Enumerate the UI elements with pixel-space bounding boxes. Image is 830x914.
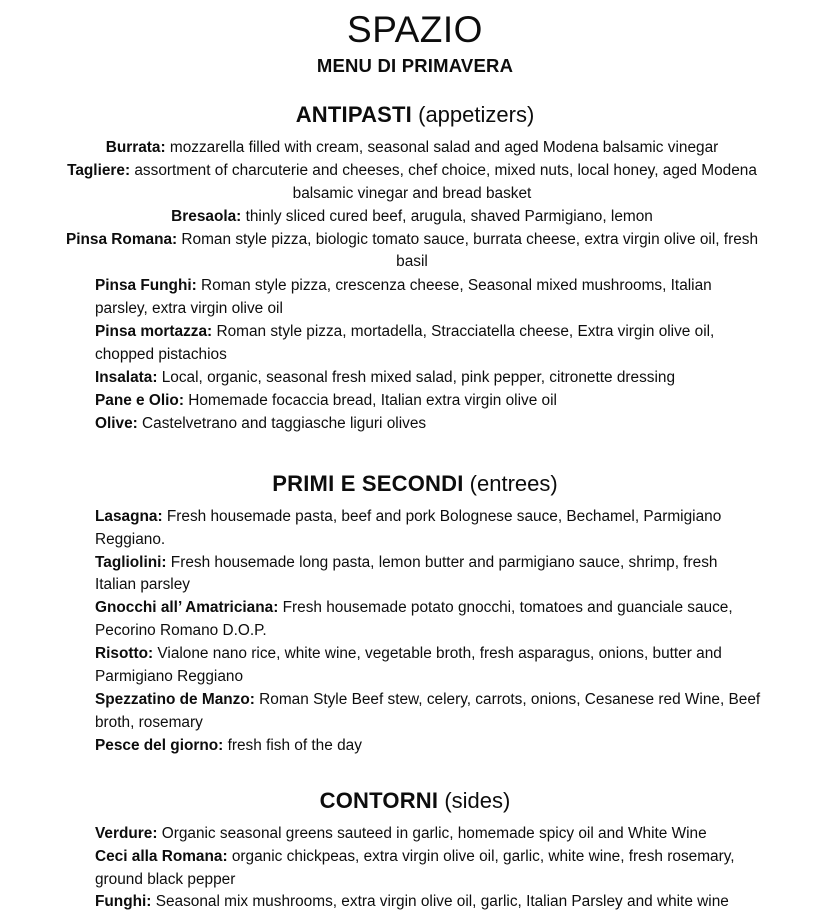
menu-item-name: Olive: [95,414,138,432]
menu-item [95,823,762,846]
section-heading-contorni-main: CONTORNI [319,788,439,814]
menu-item-description: Roman Style Beef stew, celery, carrots, onions, Cesanese red Wine, Beef broth, rosemary [95,690,761,731]
menu-item-description: Roman style pizza, crescenza cheese, Seasonal mixed mushrooms, Italian parsley, extra virgin olive oil [95,277,712,318]
menu-item-name: Spezzatino de Manzo: [95,690,255,708]
menu-item-description: Castelvetrano and taggiasche liguri olives [137,414,427,432]
menu-item [95,367,762,390]
menu-item-description: Seasonal mix mushrooms, extra virgin olive oil, garlic, Italian Parsley and white wine [151,893,729,911]
menu-item-description: Fresh housemade long pasta, lemon butter and parmigiano sauce, shrimp, fresh Italian parsley [95,553,718,594]
section-heading-contorni [0,788,830,814]
menu-item-description: thinly sliced cured beef, arugula, shaved Parmigiano, lemon [241,207,653,225]
section-heading-antipasti-sub: (appetizers) [418,101,535,127]
menu-item [60,206,764,229]
menu-item [95,643,762,689]
menu-item-description: Fresh housemade potato gnocchi, tomatoes and guanciale sauce, Pecorino Romano D.O.P. [95,599,733,640]
menu-item-description: organic chickpeas, extra virgin olive oil, garlic, white wine, fresh rosemary, ground black pepper [95,847,735,888]
section-heading-primi-e-secondi-main: PRIMI E SECONDI [272,471,464,497]
menu-item-name: Burrata: [105,139,166,157]
menu-item [95,689,762,735]
menu-item-description: fresh fish of the day [223,736,362,754]
menu-item [95,846,762,892]
menu-item-description: assortment of charcuterie and cheeses, chef choice, mixed nuts, local honey, aged Modena balsamic vinegar and bread basket [130,161,757,202]
menu-item-name: Insalata: [95,368,158,386]
menu-item-description: Fresh housemade pasta, beef and pork Bolognese sauce, Bechamel, Parmigiano Reggiano. [95,507,722,548]
menu-item-description: Vialone nano rice, white wine, vegetable broth, fresh asparagus, onions, butter and Parmigiano Reggiano [95,645,722,685]
section-heading-primi-e-secondi [0,471,830,497]
menu-item-name: Tagliolini: [95,553,167,571]
menu-item-description: Roman style pizza, mortadella, Stracciatella cheese, Extra virgin olive oil, chopped pistachios [95,323,715,363]
menu-item [60,229,764,275]
menu-item-name: Pane e Olio: [95,391,184,409]
menu-item [95,552,762,598]
menu-item-name: Funghi: [95,893,152,911]
menu-item-name: Bresaola: [171,207,242,225]
menu-item-name: Verdure: [95,824,158,842]
menu-item-description: Organic seasonal greens sauteed in garlic, homemade spicy oil and White Wine [157,824,707,842]
menu-item [95,735,762,758]
menu-item-name: Lasagna: [95,507,163,525]
menu-item [95,275,762,321]
menu-item-description: Roman style pizza, biologic tomato sauce, burrata cheese, extra virgin olive oil, fresh basil [177,230,759,271]
menu-item [95,390,762,413]
menu-item [95,891,762,914]
antipasti-item-list [0,275,830,435]
menu-item [95,321,762,367]
menu-page [0,9,830,911]
menu-item-name: Pesce del giorno: [95,736,224,754]
menu-item-name: Gnocchi all’ Amatriciana: [95,599,279,617]
menu-item [60,137,764,160]
contorni-item-list [0,823,830,914]
menu-item-description: mozzarella filled with cream, seasonal salad and aged Modena balsamic vinegar [165,139,719,157]
section-heading-antipasti-main: ANTIPASTI [295,101,412,127]
restaurant-title: SPAZIO [347,9,483,50]
menu-item-description: Local, organic, seasonal fresh mixed salad, pink pepper, citronette dressing [157,368,676,386]
menu-item-name: Ceci alla Romana: [95,847,228,865]
section-heading-primi-e-secondi-sub: (entrees) [469,471,558,497]
menu-item [60,160,764,206]
section-heading-contorni-sub: (sides) [444,788,511,814]
menu-item-name: Pinsa Funghi: [95,277,197,295]
menu-item-description: Homemade focaccia bread, Italian extra virgin olive oil [183,391,557,409]
antipasti-item-list-centered [0,137,830,274]
menu-subtitle: MENU DI PRIMAVERA [316,55,514,77]
menu-item [95,506,762,552]
menu-item-name: Pinsa Romana: [65,230,178,248]
menu-item [95,413,762,436]
primi-e-secondi-item-list [0,506,830,758]
menu-item-name: Tagliere: [67,161,131,179]
menu-item-name: Pinsa mortazza: [95,323,213,341]
menu-item [95,597,762,643]
menu-item-name: Risotto: [95,645,154,663]
section-heading-antipasti [0,102,830,128]
